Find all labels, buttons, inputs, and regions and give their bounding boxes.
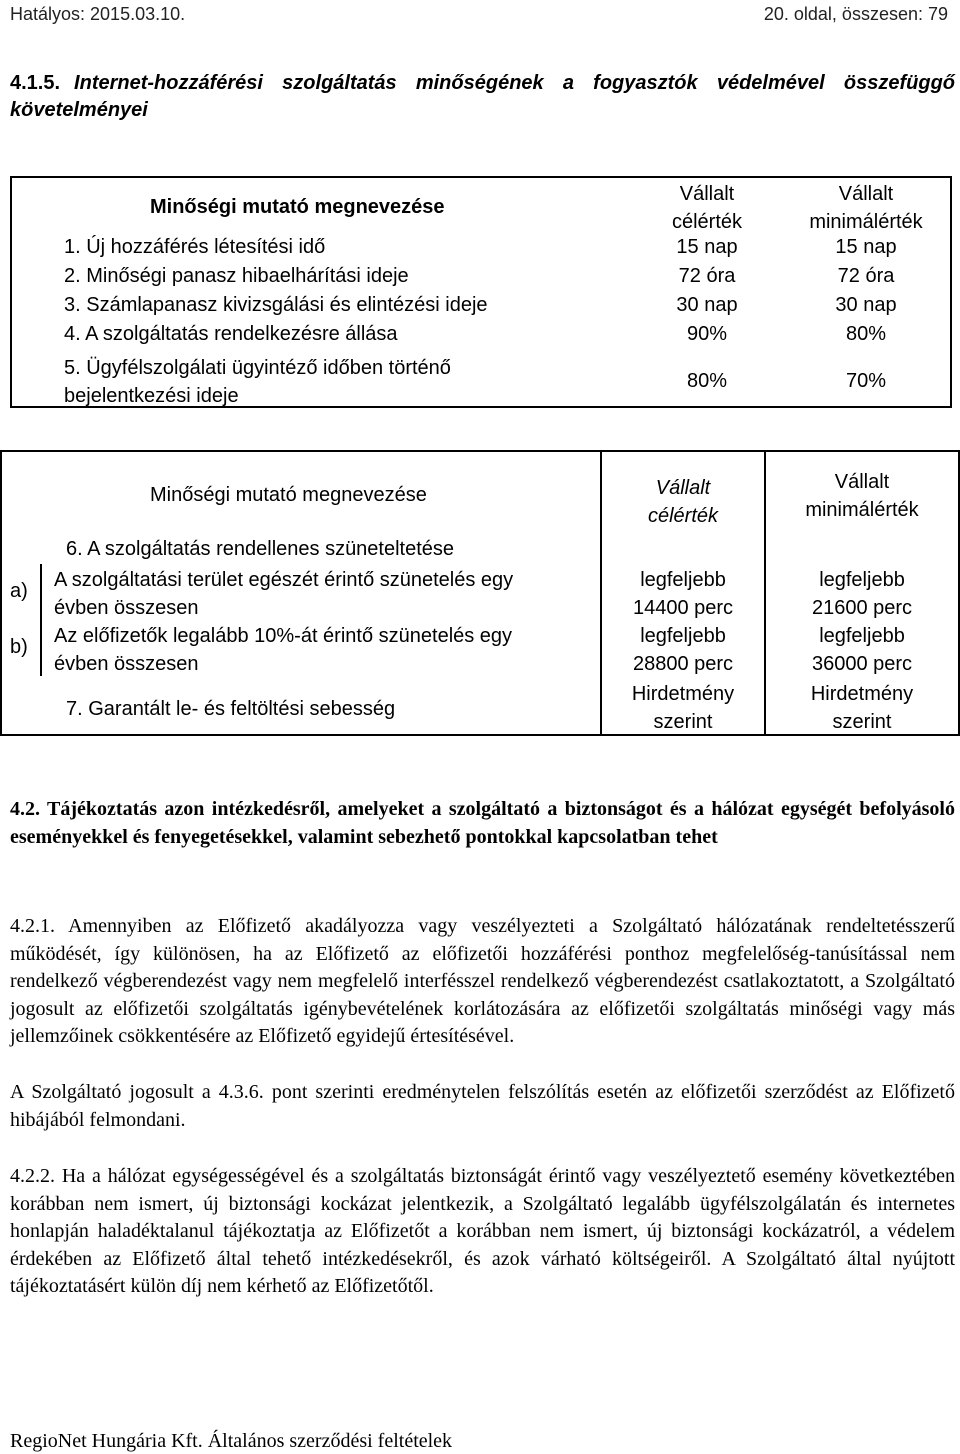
item-a-minimum <box>766 566 958 622</box>
table-row <box>12 236 950 265</box>
item-7-minimum <box>766 680 958 736</box>
row-name: 3. Számlapanasz kivizsgálási és elintézési ideje <box>64 294 488 316</box>
item-b-label: b) <box>10 636 28 658</box>
item-b-minimum <box>766 622 958 678</box>
header-page-number: 20. oldal, összesen: 79 <box>763 4 948 24</box>
row-target: 80% <box>686 370 728 392</box>
row-name-line2: bejelentkezési ideje <box>64 385 239 407</box>
item-7-target <box>602 680 764 736</box>
item-b-min-line1: legfeljebb <box>819 625 905 647</box>
item-7-target-line2: szerint <box>653 711 713 733</box>
table-row <box>12 323 950 352</box>
table-row <box>12 352 950 406</box>
table1-head-minimum <box>772 180 960 236</box>
row-target: 15 nap <box>676 236 738 258</box>
row-name: 1. Új hozzáférés létesítési idő <box>64 236 326 258</box>
item-a-label: a) <box>10 580 28 602</box>
table2-head-name: Minőségi mutató megnevezése <box>150 484 427 506</box>
item-b-line2: évben összesen <box>54 653 199 675</box>
row-name-line1: 5. Ügyfélszolgálati ügyintéző időben történő <box>64 357 451 379</box>
head-target-line2: célérték <box>671 211 743 233</box>
paragraph-4-2-1-b: A Szolgáltató jogosult a 4.3.6. pont szerinti eredménytelen felszólítás esetén az előfizetői szerződést az Előfizető hibájából felmondani. <box>10 1081 955 1131</box>
header-valid-date: Hatályos: 2015.03.10. <box>10 4 186 24</box>
item-a-min-line1: legfeljebb <box>819 569 905 591</box>
row-minimum: 72 óra <box>837 265 895 287</box>
paragraph-4-2-2: 4.2.2. Ha a hálózat egységességével és a szolgáltatás biztonságát érintő vagy veszélyeztető esemény következtében korábban nem ismert, új biztonsági kockázat jelentkezik, a Szolgáltató legalább ügyfélszolgálatán és internetes honlapján haladéktalanul tájékoztatja az Előfizetőt a korábban nem ismert, új biztonsági kockázatról, a védelem érdekében az Előfizető által tehető intézkedésekről, és azok várható költségeiről. A Szolgáltató által nyújtott tájékoztatásért külön díj nem kérhető az Előfizetőtől. <box>10 1165 955 1297</box>
item-a-text <box>54 566 513 622</box>
item-6-title: 6. A szolgáltatás rendellenes szüneteltetése <box>66 538 455 560</box>
item-7-target-line1: Hirdetmény <box>631 683 735 705</box>
item-b-min-line2: 36000 perc <box>811 653 913 675</box>
section-title-text: Internet-hozzáférési szolgáltatás minőségének a fogyasztók védelmével összefüggő követelményei <box>10 72 955 121</box>
row-target: 90% <box>686 323 728 345</box>
item-7-min-line1: Hirdetmény <box>810 683 914 705</box>
row-name: 2. Minőségi panasz hibaelhárítási ideje <box>64 265 409 287</box>
footer: RegioNet Hungária Kft. Általános szerződési feltételek <box>10 1430 453 1452</box>
item-a-target-line2: 14400 perc <box>632 597 734 619</box>
head-min-line1: Vállalt <box>834 471 890 493</box>
head-target-line1: Vállalt <box>679 183 735 205</box>
item-a-line2: évben összesen <box>54 597 199 619</box>
item-b-target-line2: 28800 perc <box>632 653 734 675</box>
section-title <box>10 70 955 124</box>
section-4-2-title: 4.2. Tájékoztatás azon intézkedésről, amelyeket a szolgáltató a biztonságot és a hálózat egységét befolyásoló eseményekkel és fenyegetésekkel, valamint sebezhető pontokkal kapcsolatban tehet <box>10 798 955 848</box>
item-b-line1: Az előfizetők legalább 10%-át érintő szünetelés egy <box>54 625 513 647</box>
row-minimum: 70% <box>845 370 887 392</box>
head-target-line2: célérték <box>647 505 719 527</box>
item-a-target-line1: legfeljebb <box>640 569 726 591</box>
table2-head-target <box>602 474 764 530</box>
item-b-target <box>602 622 764 678</box>
row-target: 72 óra <box>678 265 736 287</box>
item-7-title: 7. Garantált le- és feltöltési sebesség <box>66 698 396 720</box>
row-minimum: 30 nap <box>835 294 897 316</box>
item-a-min-line2: 21600 perc <box>811 597 913 619</box>
item-7-min-line2: szerint <box>832 711 892 733</box>
item-a-line1: A szolgáltatási terület egészét érintő szünetelés egy <box>54 569 514 591</box>
paragraph-4-2-1: 4.2.1. Amennyiben az Előfizető akadályozza vagy veszélyezteti a Szolgáltató hálózatának rendeltetésszerű működését, így különösen, ha az Előfizető az előfizetői hozzáférési ponthoz megfelelőség-tanúsítással nem rendelkező végberendezést vagy nem megfelelő interfésszel rendelkező végberendezést csatlakoztatott, a Szolgáltató jogosult az előfizetői szolgáltatás igénybevételének korlátozására az előfizetői szolgáltatás minőségi vagy más jellemzőinek csökkentésére az Előfizető egyidejű értesítésével. <box>10 915 955 1047</box>
quality-table-1 <box>10 176 952 408</box>
table-row <box>12 294 950 323</box>
row-minimum: 15 nap <box>835 236 897 258</box>
row-minimum: 80% <box>845 323 887 345</box>
label-divider <box>40 564 42 676</box>
row-name: 4. A szolgáltatás rendelkezésre állása <box>64 323 398 345</box>
quality-table-2 <box>0 450 960 736</box>
head-min-line1: Vállalt <box>838 183 894 205</box>
table-row <box>12 265 950 294</box>
table2-head-minimum <box>766 468 958 524</box>
table1-head-name: Minőségi mutató megnevezése <box>150 196 445 218</box>
row-name <box>64 354 451 410</box>
section-number: 4.1.5. <box>10 72 61 94</box>
item-a-target <box>602 566 764 622</box>
head-target-line1: Vállalt <box>655 477 711 499</box>
head-min-line2: minimálérték <box>805 499 919 521</box>
item-b-target-line1: legfeljebb <box>640 625 726 647</box>
item-b-text <box>54 622 512 678</box>
table1-header <box>12 178 950 236</box>
row-target: 30 nap <box>676 294 738 316</box>
head-min-line2: minimálérték <box>809 211 923 233</box>
